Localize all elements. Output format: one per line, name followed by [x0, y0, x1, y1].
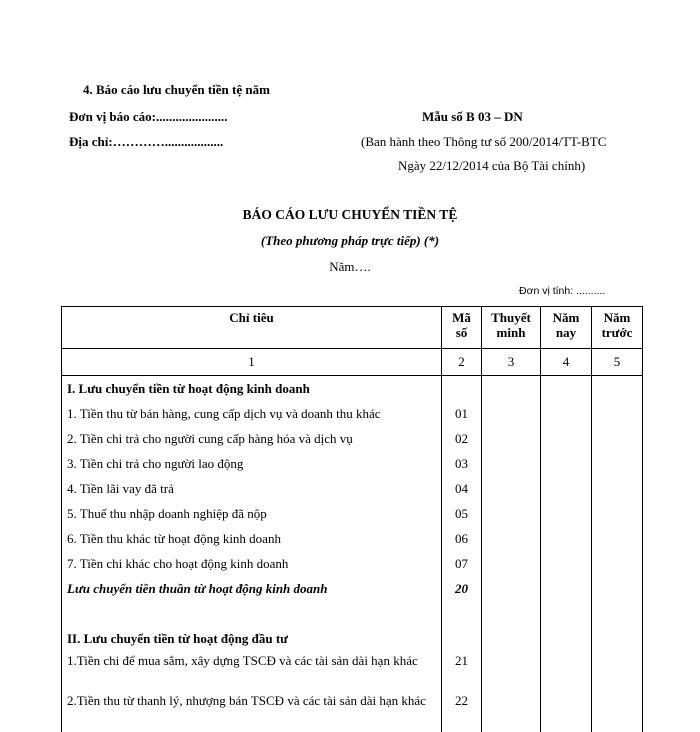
section-title-operating: I. Lưu chuyển tiền từ hoạt động kinh doanh — [62, 376, 442, 402]
row-label: 1.Tiền chi để mua sắm, xây dựng TSCĐ và các tài sản dài hạn khác — [62, 652, 442, 692]
column-number: 4 — [541, 349, 592, 376]
column-number: 5 — [592, 349, 643, 376]
table-row — [62, 552, 643, 577]
column-number: 1 — [62, 349, 442, 376]
issued-by-note: (Ban hành theo Thông tư số 200/2014/TT-BTC — [361, 134, 607, 149]
table-row — [62, 427, 643, 452]
row-code: 21 — [442, 652, 482, 692]
column-number-row — [62, 349, 643, 376]
row-code: 02 — [442, 427, 482, 452]
report-section-label: 4. Báo cáo lưu chuyển tiền tệ năm — [83, 82, 270, 97]
net-cash-operating-code: 20 — [442, 577, 482, 602]
header-current-year: Năm nay — [541, 307, 592, 349]
section-row — [62, 627, 643, 652]
row-label: 2. Tiền chi trả cho người cung cấp hàng hóa và dịch vụ — [62, 427, 442, 452]
row-label: 1. Tiền thu từ bán hàng, cung cấp dịch vụ và doanh thu khác — [62, 402, 442, 427]
issued-date-note: Ngày 22/12/2014 của Bộ Tài chính) — [398, 158, 586, 173]
header-note: Thuyết minh — [482, 307, 541, 349]
header-code: Mã số — [442, 307, 482, 349]
row-label: 3. Tiền chi trả cho người lao động — [62, 452, 442, 477]
year-line: Năm…. — [329, 259, 371, 274]
net-cash-row — [62, 577, 643, 602]
table-row — [62, 477, 643, 502]
row-code: 22 — [442, 692, 482, 732]
row-label: 5. Thuế thu nhập doanh nghiệp đã nộp — [62, 502, 442, 527]
row-code: 06 — [442, 527, 482, 552]
row-label: 2.Tiền thu từ thanh lý, nhượng bán TSCĐ và các tài sản dài hạn khác — [62, 692, 442, 732]
row-label: 6. Tiền thu khác từ hoạt động kinh doanh — [62, 527, 442, 552]
header-item: Chỉ tiêu — [62, 307, 442, 349]
row-label: 4. Tiền lãi vay đã trả — [62, 477, 442, 502]
table-row — [62, 527, 643, 552]
section-row — [62, 376, 643, 402]
row-code: 05 — [442, 502, 482, 527]
reporting-unit-line: Đơn vị báo cáo:...................... — [69, 109, 228, 124]
table-row — [62, 502, 643, 527]
table-row — [62, 402, 643, 427]
currency-unit: Đơn vị tính: .......... — [519, 285, 606, 297]
row-code: 07 — [442, 552, 482, 577]
row-code: 03 — [442, 452, 482, 477]
column-number: 2 — [442, 349, 482, 376]
report-subtitle: (Theo phương pháp trực tiếp) (*) — [260, 233, 440, 248]
table-row — [62, 452, 643, 477]
row-code: 01 — [442, 402, 482, 427]
report-title: BÁO CÁO LƯU CHUYỂN TIỀN TỆ — [242, 207, 458, 222]
row-label: 7. Tiền chi khác cho hoạt động kinh doanh — [62, 552, 442, 577]
section-title-investing: II. Lưu chuyển tiền từ hoạt động đầu tư — [62, 627, 442, 652]
form-number: Mẫu số B 03 – DN — [422, 109, 523, 124]
table-row — [62, 652, 643, 692]
table-header-row — [62, 307, 643, 349]
address-line: Địa chỉ:………….................. — [69, 134, 224, 149]
table-row — [62, 692, 643, 732]
cash-flow-table — [61, 306, 643, 732]
spacer-row — [62, 602, 643, 627]
row-code: 04 — [442, 477, 482, 502]
header-previous-year: Năm trước — [592, 307, 643, 349]
net-cash-operating-label: Lưu chuyển tiền thuần từ hoạt động kinh doanh — [62, 577, 442, 602]
column-number: 3 — [482, 349, 541, 376]
